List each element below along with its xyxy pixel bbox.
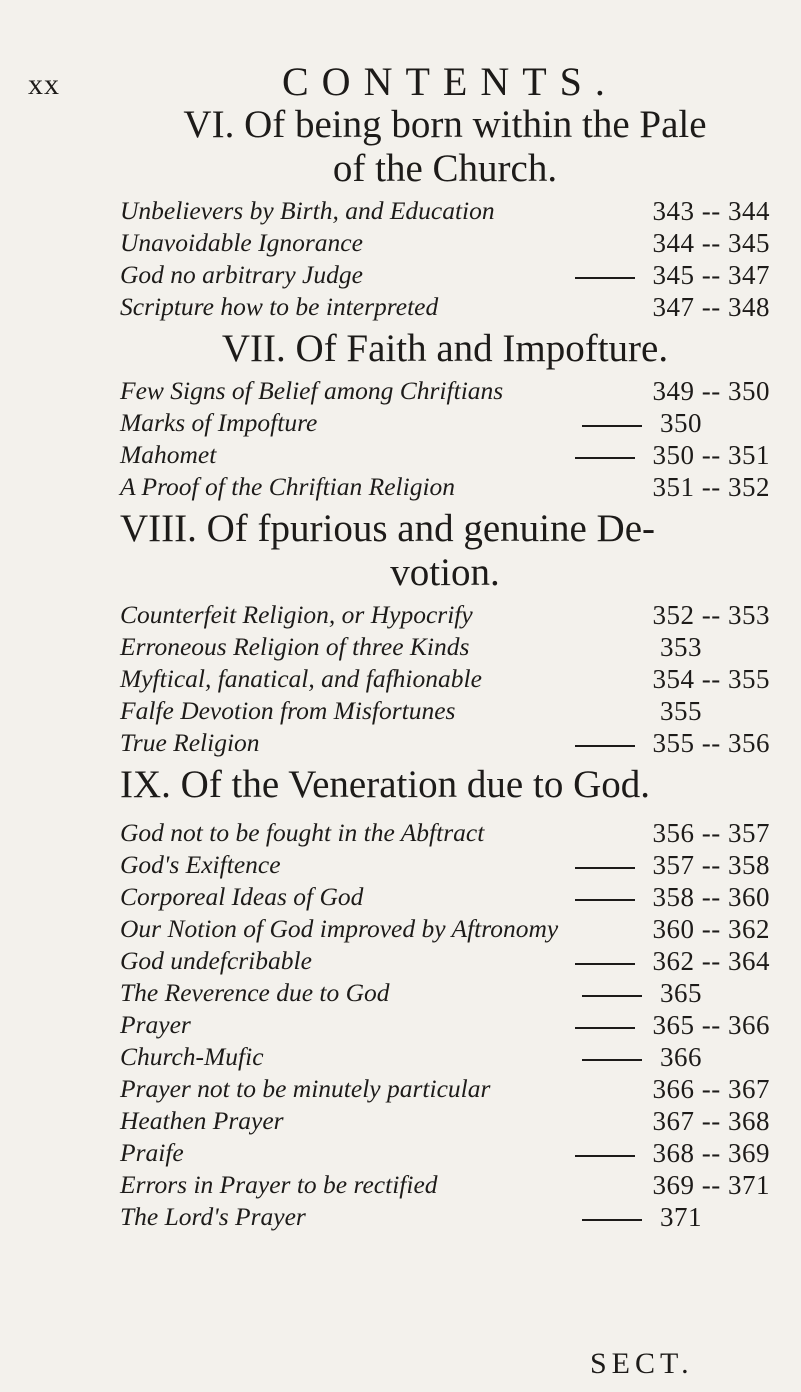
toc-entry [120,1010,770,1042]
section-heading: VI. Of being born within the Pale [183,103,707,146]
entry-title: God undefcribable [120,946,312,975]
entry-pages: 343 -- 344 [652,196,770,226]
toc-entry [120,1106,770,1138]
toc-entry [120,260,770,292]
entry-pages: 353 [660,632,702,662]
toc-entry [120,1042,770,1074]
toc-entry [120,376,770,408]
entry-pages: 368 -- 369 [652,1138,770,1168]
entry-title: Marks of Impofture [120,408,318,437]
section-heading-continued: of the Church. [332,147,558,190]
toc-entry [120,408,770,440]
entry-pages: 360 -- 362 [652,914,770,944]
entry-pages: 347 -- 348 [652,292,770,322]
entry-title: The Lord's Prayer [120,1202,306,1231]
toc-entry [120,914,770,946]
entry-title: Prayer [120,1010,191,1039]
entry-pages: 367 -- 368 [652,1106,770,1136]
entry-dash [582,425,642,427]
section-heading: VIII. Of fpurious and genuine De- [120,507,655,550]
toc-entry [120,1202,770,1234]
entry-title: Heathen Prayer [120,1106,284,1135]
toc-entry [120,850,770,882]
toc-entry [120,664,770,696]
entry-pages: 365 -- 366 [652,1010,770,1040]
toc-entry [120,946,770,978]
entry-pages: 366 [660,1042,702,1072]
entry-title: Few Signs of Belief among Chriftians [120,376,504,405]
section-heading: IX. Of the Veneration due to God. [120,763,650,806]
entry-title: God's Exiftence [120,850,281,879]
entry-title: Unbelievers by Birth, and Education [120,196,495,225]
catchword: SECT. [590,1347,694,1380]
entry-title: True Religion [120,728,260,757]
entry-dash [575,745,635,747]
entry-title: The Reverence due to God [120,978,390,1007]
entry-dash [575,899,635,901]
toc-entry [120,292,770,324]
toc-entry [120,472,770,504]
toc-entry [120,440,770,472]
entry-dash [575,277,635,279]
entry-list [120,376,770,504]
entry-pages: 356 -- 357 [652,818,770,848]
entry-title: Mahomet [120,440,217,469]
entry-title: Errors in Prayer to be rectified [120,1170,438,1199]
entry-pages: 371 [660,1202,702,1232]
entry-title: Prayer not to be minutely particular [120,1074,491,1103]
entry-title: Scripture how to be interpreted [120,292,439,321]
entry-pages: 351 -- 352 [652,472,770,502]
entry-title: Church-Mufic [120,1042,264,1071]
entry-pages: 352 -- 353 [652,600,770,630]
toc-entry [120,1170,770,1202]
entry-pages: 354 -- 355 [652,664,770,694]
entry-pages: 362 -- 364 [652,946,770,976]
entry-pages: 357 -- 358 [652,850,770,880]
entry-pages: 345 -- 347 [652,260,770,290]
entry-title: A Proof of the Chriftian Religion [120,472,456,501]
entry-title: Corporeal Ideas of God [120,882,364,911]
entry-list [120,196,770,324]
toc-entry [120,696,770,728]
toc-entry [120,228,770,260]
entry-pages: 358 -- 360 [652,882,770,912]
entry-pages: 369 -- 371 [652,1170,770,1200]
entry-dash [575,1155,635,1157]
entry-list [120,818,770,1234]
entry-pages: 365 [660,978,702,1008]
entry-pages: 349 -- 350 [652,376,770,406]
toc-entry [120,1074,770,1106]
entry-title: God no arbitrary Judge [120,260,363,289]
entry-pages: 355 -- 356 [652,728,770,758]
section-heading-continued: votion. [390,551,500,594]
entry-title: God not to be fought in the Abftract [120,818,485,847]
running-head: CONTENTS. [282,59,618,104]
toc-entry [120,728,770,760]
entry-dash [575,457,635,459]
page-number: xx [28,68,60,101]
entry-title: Erroneous Religion of three Kinds [120,632,470,661]
entry-dash [575,963,635,965]
entry-pages: 355 [660,696,702,726]
entry-title: Counterfeit Religion, or Hypocrify [120,600,473,629]
entry-dash [575,867,635,869]
toc-entry [120,1138,770,1170]
toc-entry [120,600,770,632]
toc-entry [120,978,770,1010]
entry-pages: 350 [660,408,702,438]
entry-title: Myftical, fanatical, and fafhionable [120,664,482,693]
toc-entry [120,196,770,228]
entry-dash [582,995,642,997]
entry-pages: 344 -- 345 [652,228,770,258]
entry-pages: 366 -- 367 [652,1074,770,1104]
toc-entry [120,632,770,664]
entry-dash [575,1027,635,1029]
entry-dash [582,1219,642,1221]
toc-entry [120,818,770,850]
entry-pages: 350 -- 351 [652,440,770,470]
entry-title: Our Notion of God improved by Aftronomy [120,914,559,943]
entry-title: Praife [120,1138,184,1167]
toc-entry [120,882,770,914]
entry-title: Falfe Devotion from Misfortunes [120,696,456,725]
entry-list [120,600,770,760]
entry-title: Unavoidable Ignorance [120,228,363,257]
entry-dash [582,1059,642,1061]
section-heading: VII. Of Faith and Impofture. [221,327,669,370]
